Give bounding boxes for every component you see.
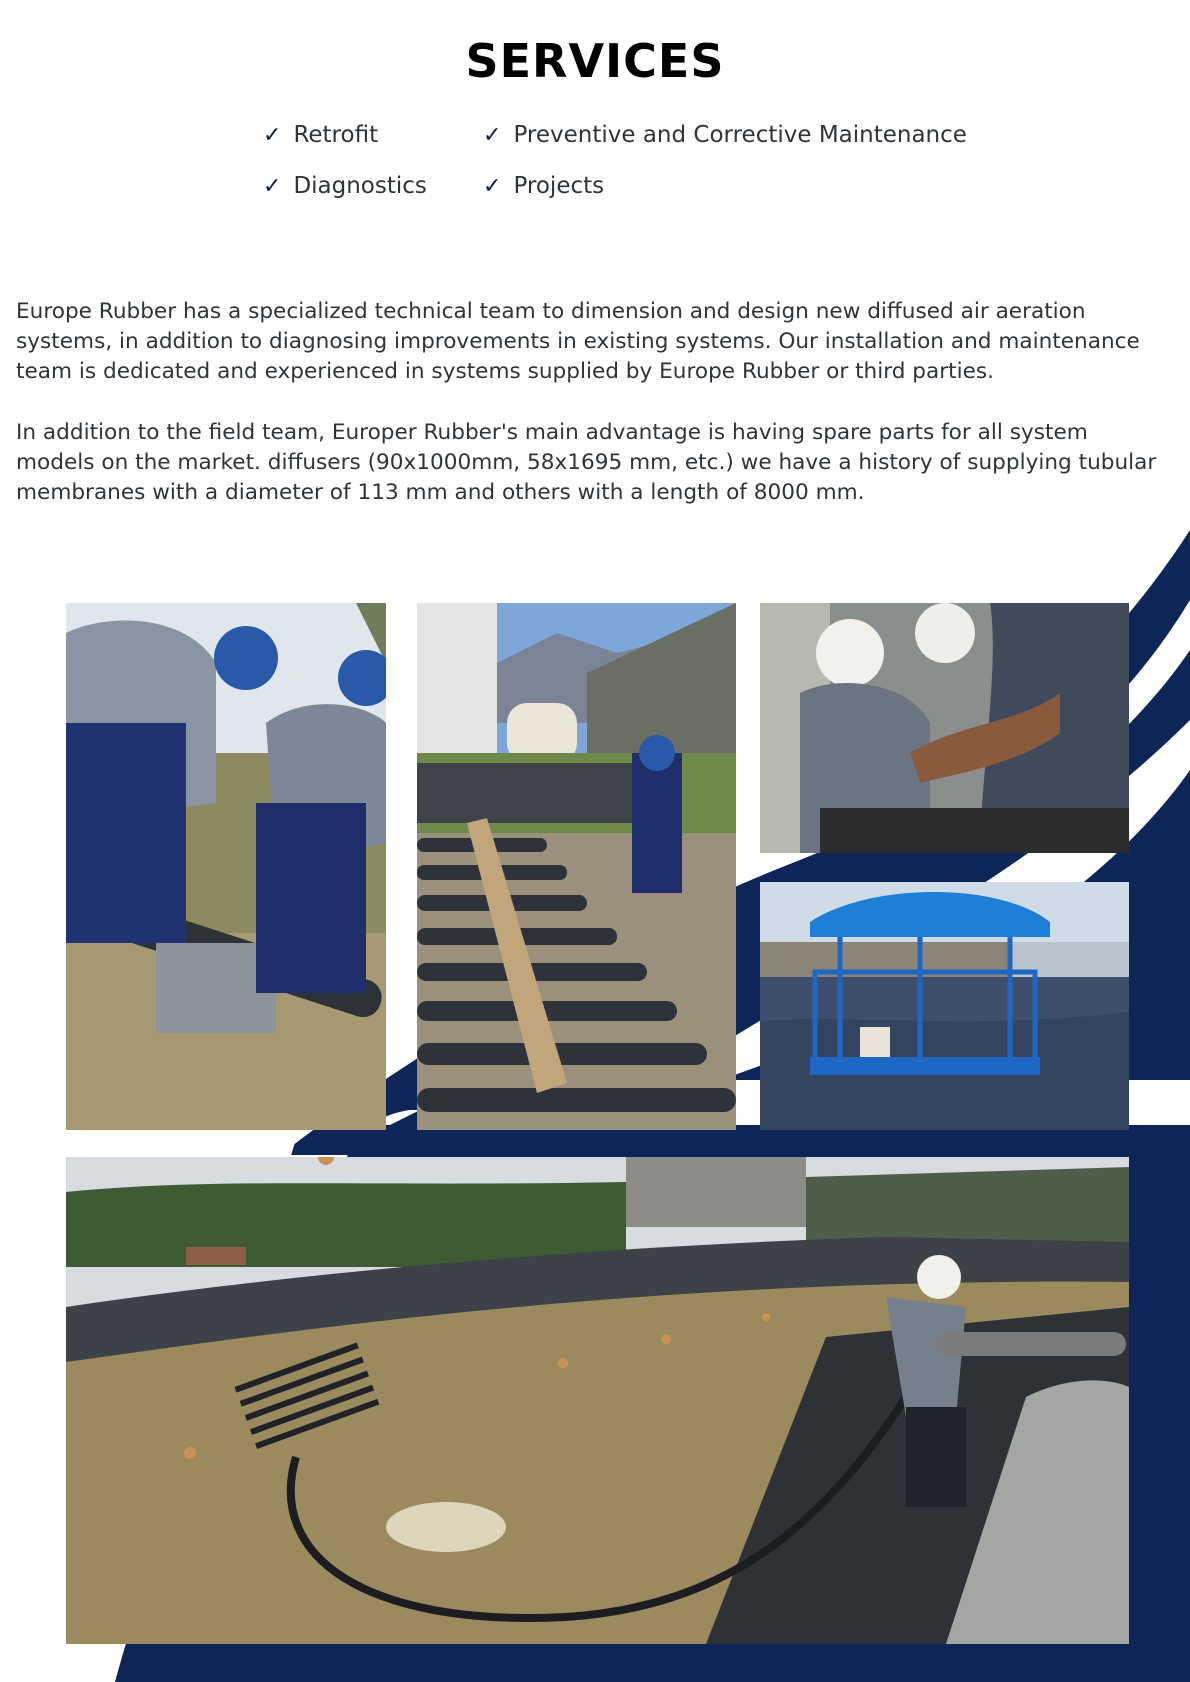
service-item: ✓ Diagnostics [263,173,427,199]
service-item: ✓ Projects [483,173,605,199]
photo-workers-pipe-fusion [66,603,386,1130]
checkmark-icon: ✓ [263,174,282,199]
page-title: SERVICES [465,34,725,88]
service-item: ✓ Preventive and Corrective Maintenance [483,122,967,148]
photo-aeration-lagoon-worker [66,1157,1129,1644]
photo-diffuser-grid-on-grass [417,603,736,1130]
photo-hardhat-workers-closeup [760,603,1129,853]
checkmark-icon: ✓ [483,123,502,148]
services-list [263,122,967,232]
service-item: ✓ Retrofit [263,122,379,148]
intro-paragraph: Europe Rubber has a specialized technical team to dimension and design new diffused air aeration systems, in addition to diagnosing improvements in existing systems. Our installation and maintenance team is dedicated and experienced in systems supplied by Europe Rubber or third parties. [16,299,1140,384]
checkmark-icon: ✓ [483,174,502,199]
photo-blue-platform-in-tank [760,882,1129,1130]
checkmark-icon: ✓ [263,123,282,148]
spare-parts-paragraph: In addition to the field team, Europer Rubber's main advantage is having spare parts for all system models on the market. diffusers (90x1000mm, 58x1695 mm, etc.) we have a history of supplying tubular membranes with a diameter of 113 mm and others with a length of 8000 mm. [16,420,1157,505]
